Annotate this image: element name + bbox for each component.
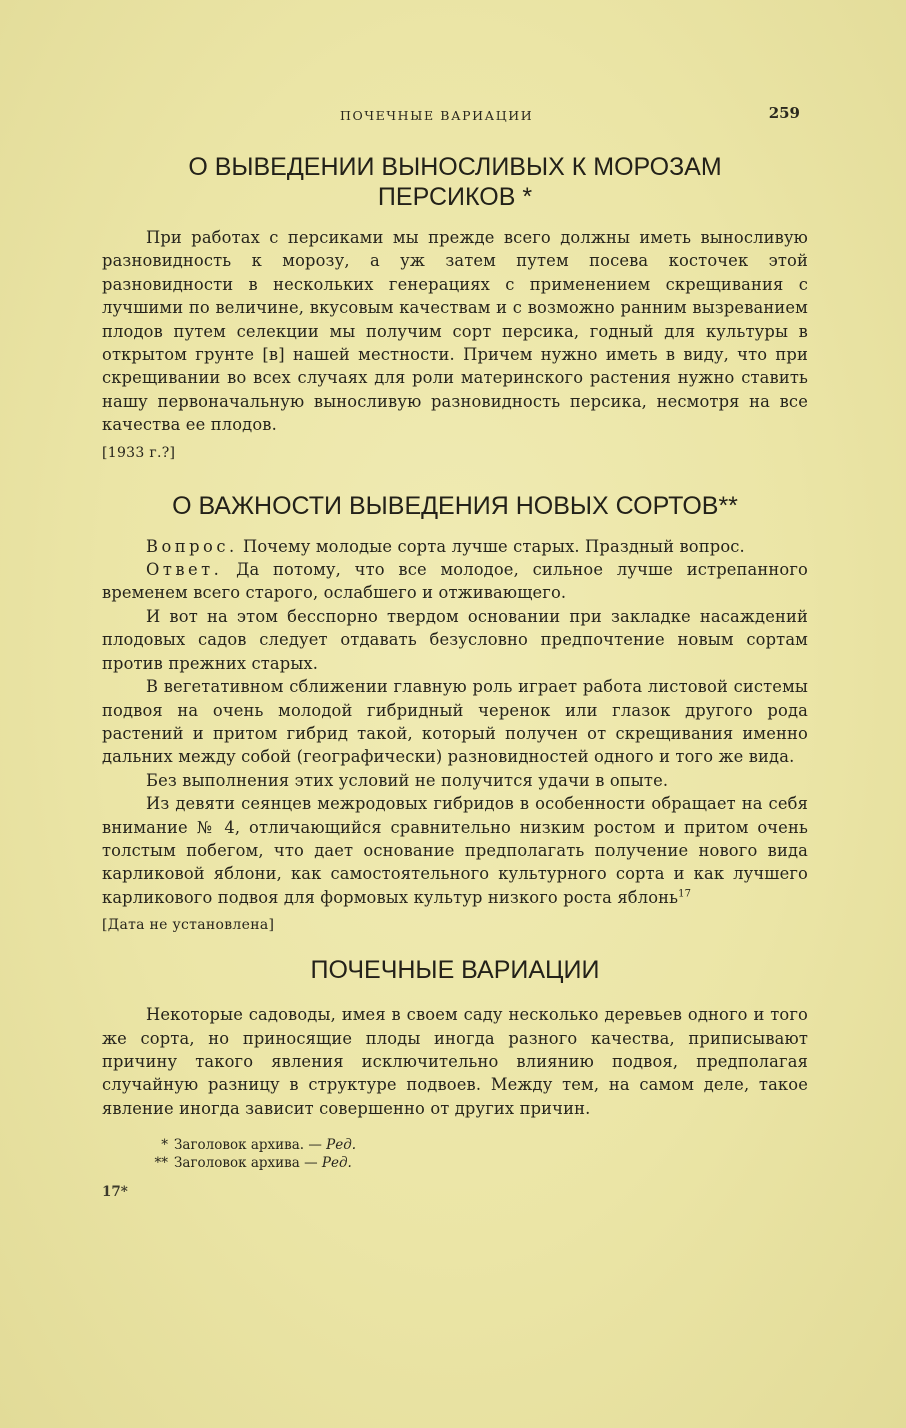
page-number: 259 [768,104,800,122]
question-label: Вопрос. [146,536,238,556]
footnote-mark: * [161,1137,168,1154]
paragraph-vegetative: В вегетативном сближении главную роль играет работа листовой системы подвоя на очень молодой гибридный черенок или глазок другого рода растений и притом гибрид такой, который получен от скрещивания именно дальних между собой (географически) разновидностей одного и того же вида. [102,677,808,767]
paragraph-new-orchards: И вот на этом бесспорно твердом основании при закладке насаждений плодовых садов следует отдавать безусловно предпочтение новым сортам против прежних старых. [102,606,808,673]
running-title: ПОЧЕЧНЫЕ ВАРИАЦИИ [340,108,534,123]
paragraph-conditions: Без выполнения этих условий не получится удачи в опыте. [146,770,669,790]
footnote-editor: Ред. [321,1155,352,1172]
question-text: Почему молодые сорта лучше старых. Праздный вопрос. [242,536,745,556]
date-note-unknown: [Дата не установлена] [102,917,275,934]
date-note-1933: [1933 г.?] [102,444,176,461]
answer-text: Да потому, что все молодое, сильное лучше истрепанного временем всего старого, ослабшего и отживающего. [102,560,809,603]
paragraph-seedlings [102,792,808,909]
section-title-line-2: ПЕРСИКОВ * [377,183,533,211]
seedlings-text: Из девяти сеянцев межродовых гибридов в особенности обращает на себя внимание № 4, отличающийся сравнительно низким ростом и притом очень толстым побегом, что дает основание предполагать получение нового вида карликовой яблони, как самостоятельного культурного сорта и как лучшего карликового подвоя для формовых культур низкого роста яблонь [102,794,808,907]
running-head [102,100,808,124]
answer-label: Ответ. [146,560,223,580]
footnote-text: Заголовок архива. — Ред. [174,1137,357,1154]
section-title-bud-variations: ПОЧЕЧНЫЕ ВАРИАЦИИ [310,956,600,985]
footnote-editor: Ред. [326,1137,357,1154]
paragraph-peaches: При работах с персиками мы прежде всего должны иметь выносливую разновидность к морозу, а уж затем путем посева косточек этой разновидности в нескольких генерациях с применением скрещивания с лучшими по величине, вкусовым качествам и с возможно ранним вызреванием плодов путем селекции мы получим сорт персика, годный для культуры в открытом грунте [в] нашей местности. Причем нужно иметь в виду, что при скрещивании во всех случаях для роли материнского растения нужно ставить нашу первоначальную выносливую разновидность персика, несмотря на все качества ее плодов. [102,228,808,435]
section-title-peaches [102,152,808,212]
book-page [102,100,808,1200]
footnote-text: Заголовок архива — Ред. [174,1155,352,1172]
section-title-line-1: О ВЫВЕДЕНИИ ВЫНОСЛИВЫХ К МОРОЗАМ [188,153,722,181]
endnote-ref: 17 [678,888,692,900]
footnote-2 [138,1154,808,1172]
printer-signature: 17* [102,1184,128,1201]
paragraph-bud-variations: Некоторые садоводы, имея в своем саду несколько деревьев одного и того же сорта, но приносящие плоды иногда разного качества, приписывают причину такого явления исключительно влиянию подвоя, предполагая случайную разницу в структуре подвоев. Между тем, на самом деле, такое явление иногда зависит совершенно от других причин. [102,1005,808,1118]
footnote-mark: ** [154,1155,168,1172]
paragraph-answer [102,558,808,605]
paragraph-question [102,535,808,558]
section-title-new-varieties: О ВАЖНОСТИ ВЫВЕДЕНИЯ НОВЫХ СОРТОВ** [172,491,738,520]
footnote-1 [138,1136,808,1154]
footnotes [138,1136,808,1172]
